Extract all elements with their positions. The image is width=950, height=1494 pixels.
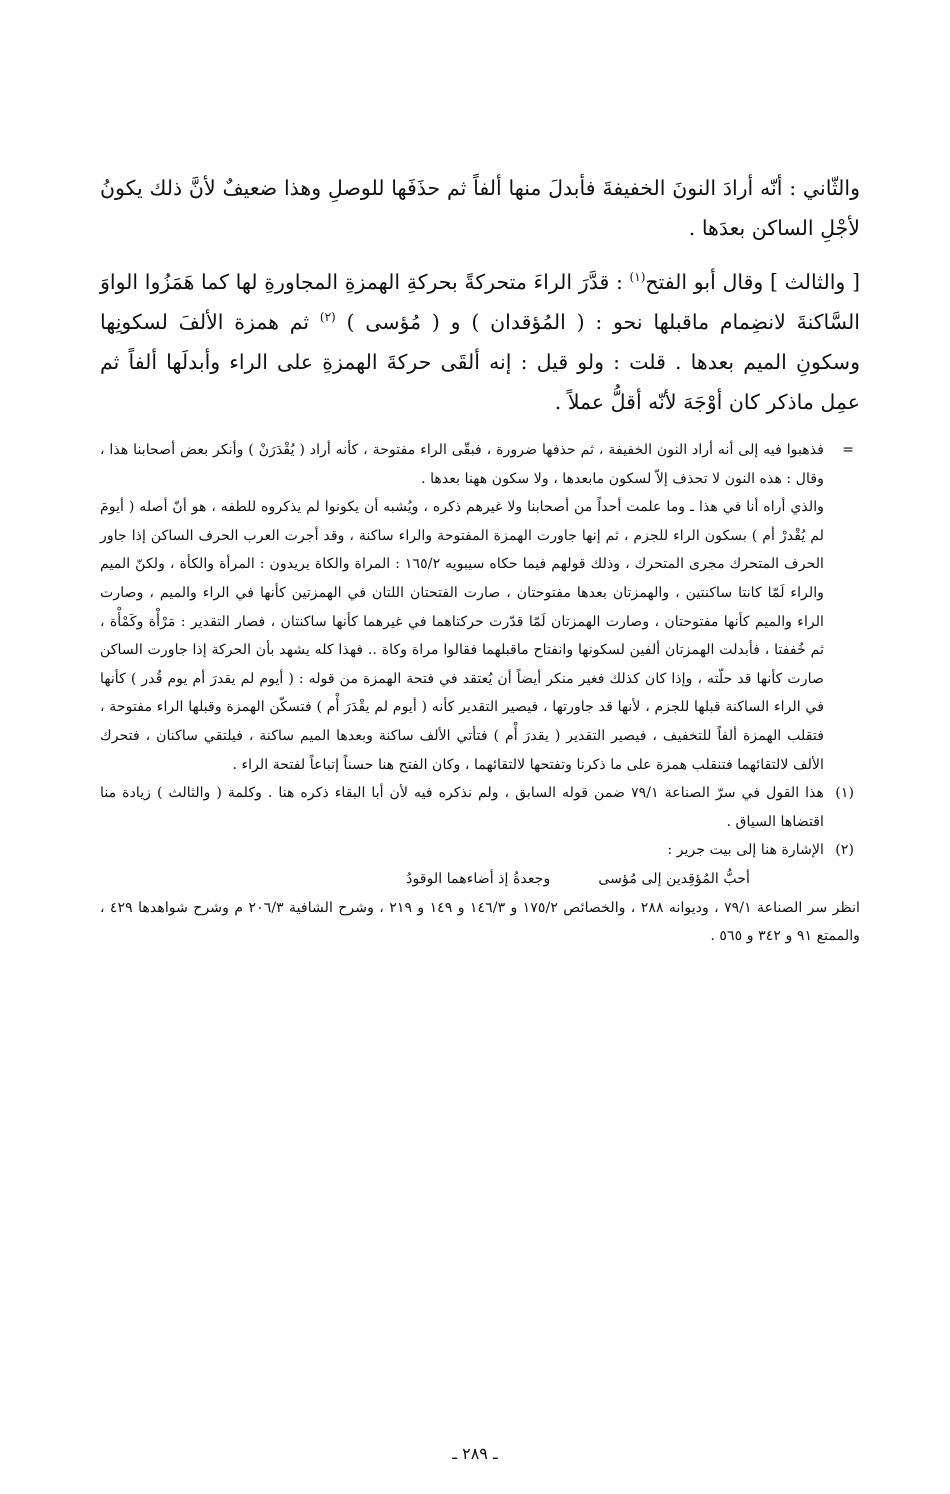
verse-first-hemistich: أحبُّ المُؤقِدين إلى مُؤسى — [598, 870, 750, 887]
paragraph-2-text-before: [ والثالث ] وقال أبو الفتح — [645, 270, 860, 294]
footnotes — [100, 436, 860, 951]
main-paragraph-2 — [100, 262, 860, 422]
paragraph-2-text-after: ثم همزة الألفَ لسكونِها وسكونِ الميم بعدها . قلت : ولو قيل : إنه ألقَى حركةَ الهمزةِ على الراء وأبدلَها ألفاً ثم عمِل ماذكر كان أوْجَهَ لأنّه أقلُّ عملاً . — [100, 310, 860, 414]
continuation-body — [100, 436, 824, 779]
footnote-2-references: انظر سر الصناعة ٧٩/١ ، وديوانه ٢٨٨ ، والخصائص ١٧٥/٢ و ١٤٦/٣ و ١٤٩ و ٢١٩ ، وشرح الشافية ٢٠٦/٣ م وشرح شواهدها ٤٢٩ ، والممتع ٩١ و ٣٤٢ و ٥٦٥ . — [100, 899, 860, 945]
continuation-paragraph-2: والذي أراه أنا في هذا ـ وما علمت أحداً من أصحابنا ولا غيرهم ذكره ، ويُشبه أن يكونوا لم يذكروه للطفه ، هو أنّ أصله ( أيومَ لم يُقْدرْ أم ) بسكون الراء للجزم ، ثم إنها جاورت الهمزة المفتوحة والراء ساكنة ، وقد أجرت العرب الحرف الساكن إذا جاور الحرف المتحرك مجرى المتحرك ، وذلك قولهم فيما حكاه سيبويه ١٦٥/٢ : المراة والكاة يريدون : المرأة والكأة ، ولكنّ الميم والراء لَمّا كانتا ساكنتين ، والهمزتان بعدها مفتوحتان ، صارت الفتحتان اللتان في الهمزتين كأنها في الراء والميم ، وصارت الراء والميم كأنها مفتوحتان ، وصارت الهمزتان لَمّا قدّرت حركتاهما في غيرهما كأنها ساكنتان ، فصار التقدير : مَرْأْة وكَمْأْة ، ثم خُففتا ، فأبدلت الهمزتان ألفين لسكونها وانفتاح ماقبلهما فقالوا مراة وكاة .. فهذا كله يشهد بأن الحركة إذا جاورت الساكن صارت كأنها قد حلّته ، وإذا كان كذلك فغير منكر أيضاً أن يُعتقد في فتحة الهمزة من قوله : ( أيوم لم يقدرَ أم يوم قُدر ) كأنها في الراء الساكنة قبلها للجزم ، لأنها قد جاورتها ، فيصير التقدير كأنه ( أيوم لم يقْدَرَ أْم ) فتسكّن الهمزة وقبلها الراء مفتوحة ، فتقلب الهمزة ألفاً للتخفيف ، فيصير التقدير ( يقدرَ أْم ) فتأتي الألف ساكنة وبعدها الميم ساكنة ، فيلتقي ساكنان ، فتحرك الألف لالتقائهما فتنقلب همزة على ما ذكرنا وتفتحها لالتقائهما ، وكان الفتح هنا حسناً إتباعاً لفتحة الراء . — [100, 499, 824, 773]
verse-second-hemistich: وجعدةُ إذ أضاءهما الوقودُ — [406, 870, 551, 887]
footnote-1 — [100, 779, 860, 836]
footnote-2-body — [100, 836, 824, 865]
footnote-ref-2: (٢) — [319, 310, 336, 325]
footnote-2-marker: (٢) — [835, 842, 854, 859]
main-text — [100, 168, 860, 422]
footnote-continuation — [100, 436, 860, 779]
paragraph-1-text: والثّاني : أنّه أرادَ النونَ الخفيفةَ فأبدلَ منها ألفاً ثم حذَفَها للوصلِ وهذا ضعيفٌ لأنَّ ذلك يكونُ لأجْلِ الساكن بعدَها . — [100, 176, 860, 240]
footnote-1-marker: (١) — [835, 785, 854, 802]
verse-line — [100, 865, 860, 894]
page-number: ـ ٢٨٩ ـ — [452, 1444, 498, 1463]
footnote-1-body — [100, 779, 824, 836]
main-paragraph-1 — [100, 168, 860, 248]
continuation-marker: = — [842, 442, 854, 458]
footnote-2-intro: الإشارة هنا إلى بيت جرير : — [667, 842, 824, 859]
footnote-1-text: هذا القول في سرّ الصناعة ٧٩/١ ضمن قوله السابق ، ولم نذكره فيه لأن أبا البقاء ذكره هنا . وكلمة ( والثالث ) زيادة منا اقتضاها السياق . — [100, 785, 824, 830]
footnote-ref-1: (١) — [629, 270, 646, 285]
continuation-paragraph-1: فذهبوا فيه إلى أنه أراد النون الخفيفة ، ثم حذفها ضرورة ، فبقّى الراء مفتوحة ، كأنه أراد ( يُقْدَرَنْ ) وأنكر بعض أصحابنا هذا ، وقال : هذه النون لا تحذف إلاّ لسكون مابعدها ، ولا سكون ههنا بعدها . — [100, 442, 824, 487]
footnote-2 — [100, 836, 860, 865]
paragraph-2-text-mid: : قدَّرَ الراءَ متحركةً بحركةِ الهمزةِ المجاورةِ لها كما هَمَزُوا الواوَ السَّاكنةَ لانضِمام ماقبلها نحو : ( المُؤقدان ) و ( مُؤسى ) — [100, 270, 860, 334]
page-body — [100, 168, 860, 951]
